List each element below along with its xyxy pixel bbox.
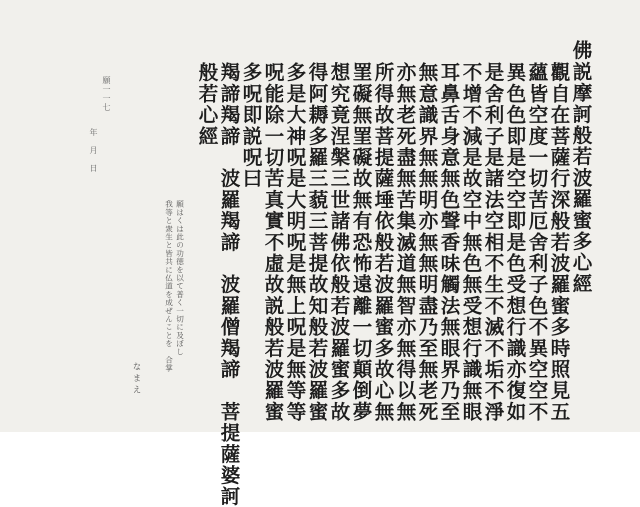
signature: なまえ: [131, 362, 141, 397]
sutra-text-column: 多呪即説呪曰: [239, 62, 263, 190]
sutra-text-column: 是舍利子是諸法空相不生不滅不垢不淨: [481, 62, 505, 423]
date-field: 年 月 日: [89, 128, 98, 173]
mantra-column: 羯諦羯諦 波羅羯諦 波羅僧羯諦 菩提薩婆訶: [217, 62, 241, 507]
sutra-text-column: 呪能除一切苦真實不虛故説般若波羅蜜: [261, 62, 285, 423]
sutra-text-column: 罣礙無罣礙故無有恐怖遠離一切顛倒夢: [349, 62, 373, 423]
date-label: 願一一七: [102, 76, 111, 112]
sutra-text-column: 亦無老死盡無苦集滅道無智亦無得以無: [393, 62, 417, 423]
sutra-text-column: 多是大神呪是大明呪是無上呪是無等等: [283, 62, 307, 423]
dedication-line: 我等と衆生と皆共に仏道を成ぜんことを 合掌: [164, 200, 174, 373]
sutra-title-column: 佛説摩訶般若波羅蜜多心經: [569, 40, 593, 295]
sutra-text-column: 異色色即是空空即是色受想行識亦復如: [503, 62, 527, 423]
sutra-text-column: 想究竟涅槃三世諸佛依般若波羅蜜多故: [327, 62, 351, 423]
sutra-text-column: 不增不減是故空中無色無受想行識無眼: [459, 62, 483, 423]
sutra-text-column: 無意識界無無明亦無無明盡乃至無老死: [415, 62, 439, 423]
sutra-text-column: 蘊皆空度一切苦厄舍利子色不異空空不: [525, 62, 549, 423]
sutra-text-column: 耳鼻舌身意無色聲香味觸法無眼界乃至: [437, 62, 461, 423]
sutra-closing-title: 般若心經: [195, 62, 219, 147]
dedication-line: 願はくは此の功徳を以て普く一切に及ぼし: [175, 200, 185, 356]
sutra-text-column: 所得故菩提薩埵依般若波羅蜜多故心無: [371, 62, 395, 423]
sutra-text-column: 得阿耨多羅三藐三菩提故知般若波羅蜜: [305, 62, 329, 423]
sutra-text-column: 觀自在菩薩行深般若波羅蜜多時照見五: [547, 62, 571, 423]
